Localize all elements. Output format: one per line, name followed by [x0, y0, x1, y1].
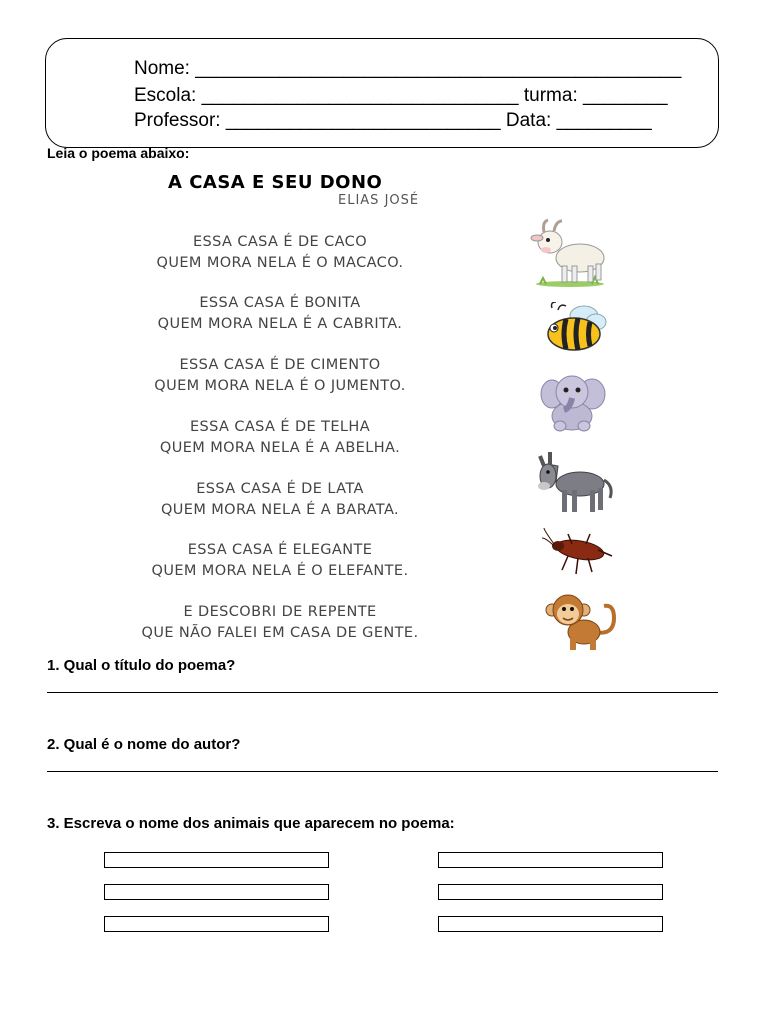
- bee-illustration: [540, 302, 608, 354]
- poem-line: ESSA CASA É BONITA: [199, 295, 361, 311]
- answer-line-2[interactable]: [47, 771, 718, 772]
- poem-line: QUEM MORA NELA É A BARATA.: [160, 502, 400, 518]
- animal-answer-box[interactable]: [104, 916, 329, 932]
- cockroach-illustration: [542, 526, 618, 576]
- monkey-illustration: [544, 588, 620, 652]
- school-class-field[interactable]: Escola: ______________________________ turma: ________: [134, 85, 668, 106]
- poem-line: QUEM MORA NELA É O JUMENTO.: [154, 378, 406, 394]
- poem-line: QUEM MORA NELA É A CABRITA.: [157, 316, 403, 332]
- poem-line: ESSA CASA É ELEGANTE: [187, 542, 373, 558]
- poem-stanza: [100, 293, 460, 335]
- poem-stanza: [100, 417, 460, 459]
- poem-line: ESSA CASA É DE CIMENTO: [179, 357, 381, 373]
- poem-line: QUEM MORA NELA É O ELEFANTE.: [151, 563, 409, 579]
- question-1: 1. Qual o título do poema?: [47, 657, 236, 674]
- name-field[interactable]: Nome: ______________________________________________: [134, 58, 682, 79]
- poem-stanza: [100, 355, 460, 397]
- poem-line: ESSA CASA É DE TELHA: [189, 419, 371, 435]
- poem-stanza: [100, 540, 460, 582]
- question-3: 3. Escreva o nome dos animais que aparecem no poema:: [47, 815, 455, 832]
- animal-answer-box[interactable]: [438, 852, 663, 868]
- poem-stanza: [100, 479, 460, 521]
- elephant-illustration: [540, 368, 606, 432]
- poem-line: E DESCOBRI DE REPENTE: [183, 604, 377, 620]
- poem-author: ELIAS JOSÉ: [338, 193, 420, 208]
- poem-stanza: [100, 232, 460, 274]
- animal-answer-box[interactable]: [438, 916, 663, 932]
- poem-line: QUE NÃO FALEI EM CASA DE GENTE.: [141, 625, 419, 641]
- animal-answer-box[interactable]: [104, 884, 329, 900]
- poem-line: ESSA CASA É DE LATA: [196, 481, 364, 497]
- poem-title: A CASA E SEU DONO: [168, 172, 383, 193]
- answer-line-1[interactable]: [47, 692, 718, 693]
- teacher-date-field[interactable]: Professor: __________________________ Data: _________: [134, 110, 652, 131]
- instruction-text: Leia o poema abaixo:: [47, 145, 190, 161]
- goat-illustration: [530, 218, 610, 290]
- poem-stanza: [100, 602, 460, 644]
- question-2: 2. Qual é o nome do autor?: [47, 736, 241, 753]
- poem-line: ESSA CASA É DE CACO: [192, 234, 368, 250]
- poem-line: QUEM MORA NELA É A ABELHA.: [159, 440, 401, 456]
- donkey-illustration: [534, 448, 616, 518]
- poem-line: QUEM MORA NELA É O MACACO.: [156, 255, 404, 271]
- animal-answer-box[interactable]: [104, 852, 329, 868]
- animal-answer-box[interactable]: [438, 884, 663, 900]
